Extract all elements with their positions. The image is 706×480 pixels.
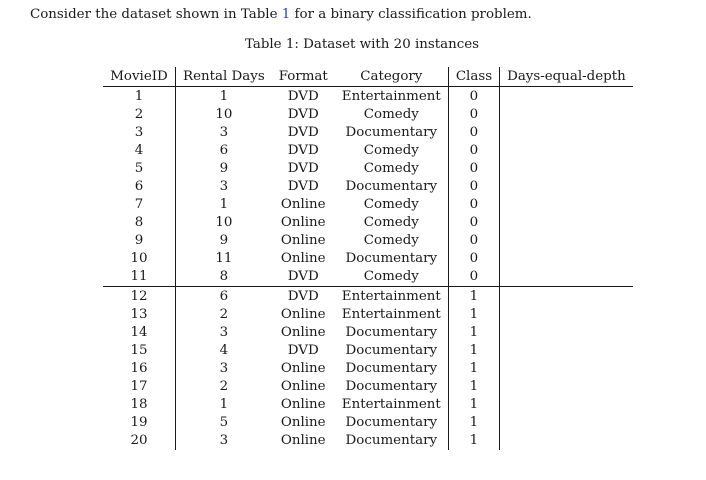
cell-days-equal-depth	[500, 177, 633, 195]
cell-days-equal-depth	[500, 432, 633, 450]
cell-rental-days: 9	[176, 159, 272, 177]
cell-rental-days: 3	[176, 323, 272, 341]
cell-days-equal-depth	[500, 105, 633, 123]
cell-movie-id: 4	[134, 142, 144, 158]
cell-category: Comedy	[363, 160, 419, 176]
cell-rental-days: 4	[176, 341, 272, 359]
cell-rental-days: 10	[176, 105, 272, 123]
cell-class: 1	[448, 414, 499, 432]
cell-rental-days: 10	[176, 214, 272, 232]
cell-movie-id: 14	[130, 324, 148, 340]
cell-movie-id: 2	[134, 106, 144, 122]
cell-format: Online	[280, 360, 326, 376]
table-row	[103, 359, 633, 377]
cell-days-equal-depth	[500, 141, 633, 159]
header-class: Class	[448, 67, 499, 87]
cell-category: Documentary	[345, 415, 438, 431]
table-row	[103, 323, 633, 341]
cell-rental-days: 3	[176, 123, 272, 141]
cell-days-equal-depth	[500, 341, 633, 359]
dataset-table	[103, 67, 633, 450]
cell-format: Online	[280, 197, 326, 213]
cell-category: Entertainment	[341, 306, 441, 322]
cell-class: 1	[448, 287, 499, 306]
cell-class: 0	[448, 196, 499, 214]
table-row	[103, 396, 633, 414]
cell-format: Online	[280, 397, 326, 413]
cell-movie-id: 9	[134, 233, 144, 249]
cell-format: Online	[280, 233, 326, 249]
cell-format: DVD	[287, 124, 319, 140]
cell-movie-id: 11	[130, 269, 148, 285]
header-rental-days: Rental Days	[176, 67, 272, 87]
table-body	[103, 87, 633, 450]
cell-category: Entertainment	[341, 88, 441, 104]
header-movie-id: MovieID	[103, 67, 176, 87]
table-row	[103, 268, 633, 287]
cell-movie-id: 19	[130, 415, 148, 431]
cell-days-equal-depth	[500, 159, 633, 177]
cell-class: 1	[448, 432, 499, 450]
cell-rental-days: 1	[176, 396, 272, 414]
header-days-equal-depth: Days-equal-depth	[500, 67, 633, 87]
cell-category: Documentary	[345, 251, 438, 267]
cell-class: 0	[448, 123, 499, 141]
cell-format: DVD	[287, 179, 319, 195]
cell-rental-days: 3	[176, 359, 272, 377]
cell-days-equal-depth	[500, 414, 633, 432]
cell-format: Online	[280, 306, 326, 322]
table-row	[103, 196, 633, 214]
cell-days-equal-depth	[500, 214, 633, 232]
cell-format: DVD	[287, 160, 319, 176]
cell-movie-id: 15	[130, 342, 148, 358]
cell-class: 0	[448, 268, 499, 287]
cell-rental-days: 5	[176, 414, 272, 432]
header-category: Category	[335, 67, 449, 87]
cell-format: Online	[280, 379, 326, 395]
cell-class: 0	[448, 232, 499, 250]
cell-movie-id: 6	[134, 179, 144, 195]
cell-class: 1	[448, 305, 499, 323]
cell-class: 0	[448, 159, 499, 177]
cell-movie-id: 3	[134, 124, 144, 140]
table-row	[103, 214, 633, 232]
cell-category: Documentary	[345, 324, 438, 340]
cell-rental-days: 1	[176, 196, 272, 214]
table-row	[103, 177, 633, 195]
cell-class: 0	[448, 141, 499, 159]
cell-category: Documentary	[345, 433, 438, 449]
cell-class: 0	[448, 250, 499, 268]
cell-days-equal-depth	[500, 305, 633, 323]
table-reference-link[interactable]: 1	[281, 7, 291, 22]
cell-rental-days: 6	[176, 141, 272, 159]
cell-days-equal-depth	[500, 396, 633, 414]
cell-rental-days: 6	[176, 287, 272, 306]
intro-text-before: Consider the dataset shown in Table	[30, 7, 282, 22]
cell-days-equal-depth	[500, 196, 633, 214]
cell-class: 1	[448, 396, 499, 414]
cell-days-equal-depth	[500, 378, 633, 396]
cell-rental-days: 2	[176, 305, 272, 323]
table-row	[103, 123, 633, 141]
table-row	[103, 232, 633, 250]
cell-rental-days: 8	[176, 268, 272, 287]
table-row	[103, 287, 633, 306]
table-row	[103, 341, 633, 359]
cell-class: 1	[448, 359, 499, 377]
cell-days-equal-depth	[500, 250, 633, 268]
intro-text-after: for a binary classification problem.	[290, 7, 532, 22]
cell-category: Comedy	[363, 197, 419, 213]
cell-format: Online	[280, 415, 326, 431]
cell-category: Entertainment	[341, 397, 441, 413]
cell-category: Comedy	[363, 142, 419, 158]
cell-format: DVD	[287, 269, 319, 285]
cell-rental-days: 3	[176, 177, 272, 195]
cell-format: DVD	[287, 142, 319, 158]
cell-movie-id: 18	[130, 397, 148, 413]
table-row	[103, 378, 633, 396]
cell-days-equal-depth	[500, 123, 633, 141]
cell-movie-id: 10	[130, 251, 148, 267]
cell-format: DVD	[287, 106, 319, 122]
cell-rental-days: 2	[176, 378, 272, 396]
table-row	[103, 159, 633, 177]
cell-movie-id: 8	[134, 215, 144, 231]
cell-category: Documentary	[345, 379, 438, 395]
table-row	[103, 432, 633, 450]
table-row	[103, 414, 633, 432]
cell-days-equal-depth	[500, 232, 633, 250]
cell-format: DVD	[272, 287, 335, 306]
cell-format: Online	[280, 215, 326, 231]
cell-class: 0	[448, 87, 499, 106]
table-row	[103, 305, 633, 323]
cell-movie-id: 7	[134, 197, 144, 213]
cell-class: 0	[448, 214, 499, 232]
cell-category: Entertainment	[335, 287, 449, 306]
cell-movie-id: 5	[134, 160, 144, 176]
cell-class: 1	[448, 341, 499, 359]
cell-class: 1	[448, 323, 499, 341]
cell-format: Online	[280, 433, 326, 449]
cell-format: DVD	[287, 88, 319, 104]
intro-sentence	[30, 7, 532, 22]
cell-category: Comedy	[363, 215, 419, 231]
cell-category: Comedy	[363, 106, 419, 122]
cell-category: Documentary	[345, 342, 438, 358]
cell-days-equal-depth	[500, 323, 633, 341]
cell-days-equal-depth	[500, 268, 633, 287]
cell-class: 0	[448, 105, 499, 123]
cell-days-equal-depth	[500, 287, 633, 306]
cell-class: 0	[448, 177, 499, 195]
table-row	[103, 250, 633, 268]
table-row	[103, 87, 633, 106]
cell-movie-id: 16	[130, 360, 148, 376]
cell-rental-days: 1	[176, 87, 272, 106]
cell-format: Online	[280, 251, 326, 267]
cell-category: Documentary	[345, 360, 438, 376]
cell-class: 1	[448, 378, 499, 396]
cell-format: Online	[280, 324, 326, 340]
table-row	[103, 105, 633, 123]
cell-rental-days: 3	[176, 432, 272, 450]
cell-format: DVD	[287, 342, 319, 358]
cell-movie-id: 12	[103, 287, 176, 306]
table-header-row	[103, 67, 633, 87]
cell-days-equal-depth	[500, 359, 633, 377]
cell-category: Comedy	[363, 233, 419, 249]
cell-days-equal-depth	[500, 87, 633, 106]
cell-category: Documentary	[345, 124, 438, 140]
cell-movie-id: 13	[130, 306, 148, 322]
table-caption: Table 1: Dataset with 20 instances	[244, 37, 480, 52]
cell-movie-id: 17	[130, 379, 148, 395]
table-row	[103, 141, 633, 159]
cell-movie-id: 20	[130, 433, 148, 449]
cell-category: Comedy	[363, 269, 419, 285]
cell-rental-days: 11	[176, 250, 272, 268]
header-format: Format	[272, 67, 335, 87]
cell-rental-days: 9	[176, 232, 272, 250]
cell-category: Documentary	[345, 179, 438, 195]
cell-movie-id: 1	[134, 88, 144, 104]
